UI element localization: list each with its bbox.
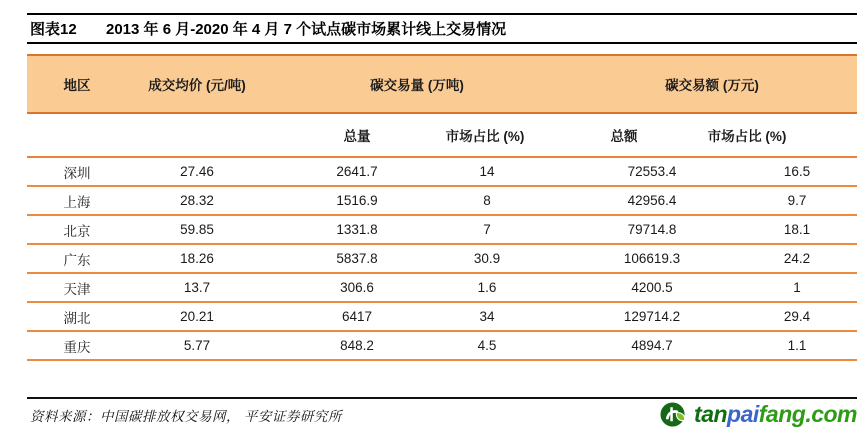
header-trade-volume: 碳交易量 (万吨) [267, 55, 567, 113]
amount-share-cell: 16.5 [737, 157, 857, 186]
avg-price-cell: 13.7 [127, 273, 267, 302]
region-cell: 广东 [27, 244, 127, 273]
title-bottom-rule [27, 42, 857, 44]
carbon-market-table [27, 54, 857, 361]
volume-total-cell: 5837.8 [267, 244, 447, 273]
amount-total-cell: 79714.8 [567, 215, 737, 244]
region-cell: 重庆 [27, 331, 127, 360]
header-trade-amount: 碳交易额 (万元) [567, 55, 857, 113]
avg-price-cell: 20.21 [127, 302, 267, 331]
amount-total-cell: 4200.5 [567, 273, 737, 302]
amount-total-cell: 129714.2 [567, 302, 737, 331]
subheader-empty [127, 113, 267, 157]
amount-share-cell: 24.2 [737, 244, 857, 273]
avg-price-cell: 5.77 [127, 331, 267, 360]
volume-share-cell: 4.5 [427, 331, 547, 360]
volume-share-cell: 7 [427, 215, 547, 244]
amount-share-cell: 9.7 [737, 186, 857, 215]
volume-total-cell: 848.2 [267, 331, 447, 360]
subheader-amount-share: 市场占比 (%) [687, 113, 807, 157]
subheader-empty [27, 113, 127, 157]
amount-total-cell: 106619.3 [567, 244, 737, 273]
volume-total-cell: 1331.8 [267, 215, 447, 244]
tanpaifang-logo[interactable] [660, 401, 857, 428]
amount-total-cell: 4894.7 [567, 331, 737, 360]
figure-title: 2013 年 6 月-2020 年 4 月 7 个试点碳市场累计线上交易情况 [106, 21, 507, 38]
avg-price-cell: 18.26 [127, 244, 267, 273]
subheader-volume-share: 市场占比 (%) [425, 113, 545, 157]
data-source-note: 资料来源：中国碳排放权交易网， 平安证券研究所 [30, 408, 342, 424]
volume-total-cell: 2641.7 [267, 157, 447, 186]
region-cell: 深圳 [27, 157, 127, 186]
subheader-volume-total: 总量 [267, 113, 447, 157]
table-row [27, 215, 857, 244]
volume-total-cell: 6417 [267, 302, 447, 331]
volume-share-cell: 14 [427, 157, 547, 186]
amount-share-cell: 1.1 [737, 331, 857, 360]
volume-share-cell: 30.9 [427, 244, 547, 273]
region-cell: 天津 [27, 273, 127, 302]
table-subheader-row [27, 113, 857, 157]
table-row [27, 157, 857, 186]
region-cell: 湖北 [27, 302, 127, 331]
amount-share-cell: 29.4 [737, 302, 857, 331]
subheader-amount-total: 总额 [539, 113, 709, 157]
region-cell: 上海 [27, 186, 127, 215]
volume-total-cell: 306.6 [267, 273, 447, 302]
table-row [27, 302, 857, 331]
volume-share-cell: 1.6 [427, 273, 547, 302]
table-row [27, 186, 857, 215]
table-row [27, 331, 857, 360]
avg-price-cell: 59.85 [127, 215, 267, 244]
amount-total-cell: 72553.4 [567, 157, 737, 186]
tanpaifang-logo-text: tanpaifang.com [694, 401, 857, 427]
table-row [27, 273, 857, 302]
figure-title-row [27, 15, 857, 42]
avg-price-cell: 27.46 [127, 157, 267, 186]
tanpaifang-logo-icon [660, 401, 687, 428]
region-cell: 北京 [27, 215, 127, 244]
volume-total-cell: 1516.9 [267, 186, 447, 215]
table-header-group-row [27, 55, 857, 113]
amount-share-cell: 18.1 [737, 215, 857, 244]
volume-share-cell: 34 [427, 302, 547, 331]
table-row [27, 244, 857, 273]
amount-total-cell: 42956.4 [567, 186, 737, 215]
volume-share-cell: 8 [427, 186, 547, 215]
header-avg-price: 成交均价 (元/吨) [127, 55, 267, 113]
amount-share-cell: 1 [737, 273, 857, 302]
header-region: 地区 [27, 55, 127, 113]
footer [27, 399, 857, 430]
figure-number: 图表12 [30, 21, 77, 38]
avg-price-cell: 28.32 [127, 186, 267, 215]
